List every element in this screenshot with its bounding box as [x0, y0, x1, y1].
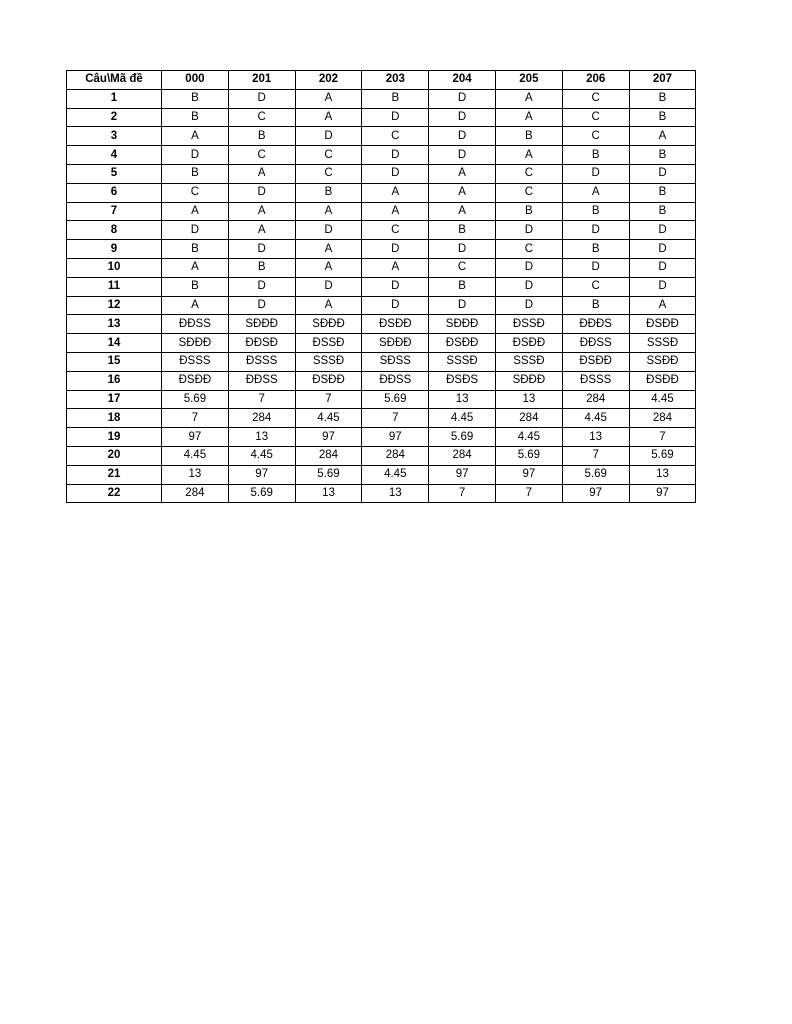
answer-cell: A	[295, 258, 362, 277]
answer-cell: 97	[429, 465, 496, 484]
question-number-cell: 11	[67, 277, 162, 296]
answer-cell: D	[362, 108, 429, 127]
answer-cell: D	[362, 277, 429, 296]
answer-cell: B	[629, 202, 696, 221]
answer-cell: 97	[629, 484, 696, 503]
answer-cell: 13	[495, 390, 562, 409]
question-number-cell: 7	[67, 202, 162, 221]
column-header-exam-code: 201	[228, 71, 295, 90]
answer-cell: B	[629, 183, 696, 202]
column-header-exam-code: 204	[429, 71, 496, 90]
answer-cell: D	[228, 296, 295, 315]
answer-cell: SĐĐĐ	[495, 371, 562, 390]
answer-cell: B	[228, 258, 295, 277]
answer-cell: 5.69	[228, 484, 295, 503]
answer-cell: 97	[228, 465, 295, 484]
answer-cell: A	[429, 164, 496, 183]
answer-cell: B	[495, 202, 562, 221]
answer-cell: ĐĐĐS	[562, 315, 629, 334]
table-row	[67, 164, 696, 183]
answer-cell: 7	[629, 428, 696, 447]
answer-cell: 284	[362, 446, 429, 465]
answer-cell: C	[295, 146, 362, 165]
answer-cell: 13	[562, 428, 629, 447]
answer-cell: 97	[362, 428, 429, 447]
answer-cell: A	[228, 164, 295, 183]
table-row	[67, 277, 696, 296]
question-number-cell: 6	[67, 183, 162, 202]
answer-cell: 284	[295, 446, 362, 465]
answer-cell: SSSĐ	[629, 334, 696, 353]
answer-cell: B	[162, 240, 229, 259]
question-number-cell: 3	[67, 127, 162, 146]
answer-cell: 4.45	[362, 465, 429, 484]
answer-cell: D	[362, 164, 429, 183]
table-row	[67, 352, 696, 371]
answer-cell: C	[362, 221, 429, 240]
answer-cell: 5.69	[629, 446, 696, 465]
answer-cell: C	[562, 277, 629, 296]
answer-cell: A	[495, 89, 562, 108]
answer-cell: D	[162, 146, 229, 165]
answer-cell: D	[295, 127, 362, 146]
answer-cell: C	[295, 164, 362, 183]
table-row	[67, 202, 696, 221]
answer-cell: A	[629, 127, 696, 146]
column-header-exam-code: 205	[495, 71, 562, 90]
answer-cell: 13	[429, 390, 496, 409]
answer-cell: A	[429, 183, 496, 202]
answer-cell: 5.69	[429, 428, 496, 447]
answer-cell: D	[495, 221, 562, 240]
answer-cell: B	[629, 108, 696, 127]
answer-cell: 13	[295, 484, 362, 503]
table-row	[67, 334, 696, 353]
answer-cell: D	[429, 89, 496, 108]
table-row	[67, 221, 696, 240]
answer-cell: B	[562, 202, 629, 221]
answer-cell: ĐSĐĐ	[295, 371, 362, 390]
answer-key-table	[66, 70, 696, 503]
question-number-cell: 18	[67, 409, 162, 428]
question-number-cell: 9	[67, 240, 162, 259]
answer-cell: C	[495, 183, 562, 202]
answer-cell: ĐSĐS	[429, 371, 496, 390]
answer-cell: D	[629, 164, 696, 183]
answer-cell: B	[429, 277, 496, 296]
answer-cell: D	[162, 221, 229, 240]
answer-cell: C	[362, 127, 429, 146]
answer-cell: B	[562, 146, 629, 165]
question-number-cell: 15	[67, 352, 162, 371]
answer-cell: ĐSĐĐ	[562, 352, 629, 371]
answer-cell: SĐĐĐ	[362, 334, 429, 353]
question-number-cell: 12	[67, 296, 162, 315]
question-number-cell: 16	[67, 371, 162, 390]
column-header-exam-code: 207	[629, 71, 696, 90]
answer-cell: ĐSSS	[562, 371, 629, 390]
answer-cell: D	[429, 240, 496, 259]
answer-cell: 97	[295, 428, 362, 447]
answer-cell: A	[362, 258, 429, 277]
answer-cell: B	[495, 127, 562, 146]
answer-cell: 284	[429, 446, 496, 465]
table-row	[67, 409, 696, 428]
answer-cell: A	[162, 296, 229, 315]
table-row	[67, 258, 696, 277]
answer-cell: SĐĐĐ	[228, 315, 295, 334]
answer-cell: B	[562, 240, 629, 259]
answer-cell: ĐSSS	[162, 352, 229, 371]
answer-cell: ĐSSS	[228, 352, 295, 371]
question-number-cell: 22	[67, 484, 162, 503]
answer-cell: A	[295, 240, 362, 259]
answer-cell: 97	[562, 484, 629, 503]
answer-cell: ĐĐSS	[228, 371, 295, 390]
question-number-cell: 10	[67, 258, 162, 277]
column-header-exam-code: 206	[562, 71, 629, 90]
question-number-cell: 13	[67, 315, 162, 334]
table-row	[67, 390, 696, 409]
answer-cell: D	[228, 277, 295, 296]
answer-cell: 7	[295, 390, 362, 409]
answer-cell: C	[228, 108, 295, 127]
column-header-exam-code: 203	[362, 71, 429, 90]
answer-cell: ĐĐSS	[362, 371, 429, 390]
question-number-cell: 14	[67, 334, 162, 353]
answer-cell: 4.45	[429, 409, 496, 428]
answer-cell: 5.69	[295, 465, 362, 484]
answer-cell: 13	[629, 465, 696, 484]
answer-cell: SĐĐĐ	[162, 334, 229, 353]
table-header-row	[67, 71, 696, 90]
answer-cell: A	[162, 258, 229, 277]
answer-cell: A	[162, 202, 229, 221]
answer-cell: D	[295, 221, 362, 240]
table-row	[67, 428, 696, 447]
answer-cell: SĐĐĐ	[429, 315, 496, 334]
answer-cell: D	[562, 258, 629, 277]
answer-cell: ĐĐSĐ	[228, 334, 295, 353]
answer-cell: 7	[362, 409, 429, 428]
answer-cell: SSSĐ	[295, 352, 362, 371]
answer-cell: A	[295, 296, 362, 315]
answer-cell: ĐSĐĐ	[629, 315, 696, 334]
table-row	[67, 89, 696, 108]
answer-cell: SSSĐ	[429, 352, 496, 371]
answer-cell: 97	[495, 465, 562, 484]
answer-cell: B	[162, 277, 229, 296]
table-row	[67, 296, 696, 315]
answer-cell: D	[429, 108, 496, 127]
answer-cell: 5.69	[495, 446, 562, 465]
answer-cell: D	[362, 296, 429, 315]
answer-cell: D	[429, 127, 496, 146]
answer-cell: C	[429, 258, 496, 277]
answer-cell: 7	[495, 484, 562, 503]
question-number-cell: 17	[67, 390, 162, 409]
answer-cell: 7	[562, 446, 629, 465]
answer-cell: 5.69	[162, 390, 229, 409]
answer-cell: B	[162, 108, 229, 127]
answer-cell: C	[495, 164, 562, 183]
answer-cell: ĐSĐĐ	[162, 371, 229, 390]
answer-cell: B	[629, 146, 696, 165]
answer-cell: 7	[228, 390, 295, 409]
answer-cell: ĐSSĐ	[495, 315, 562, 334]
answer-cell: 13	[162, 465, 229, 484]
answer-cell: D	[629, 258, 696, 277]
table-row	[67, 315, 696, 334]
answer-cell: B	[295, 183, 362, 202]
answer-cell: ĐĐSS	[562, 334, 629, 353]
answer-cell: A	[429, 202, 496, 221]
answer-cell: 284	[228, 409, 295, 428]
table-row	[67, 484, 696, 503]
answer-cell: SĐSS	[362, 352, 429, 371]
answer-cell: B	[629, 89, 696, 108]
answer-cell: D	[228, 240, 295, 259]
question-number-cell: 4	[67, 146, 162, 165]
answer-cell: 97	[162, 428, 229, 447]
question-number-cell: 21	[67, 465, 162, 484]
answer-cell: SSĐĐ	[629, 352, 696, 371]
answer-cell: C	[228, 146, 295, 165]
answer-cell: 284	[162, 484, 229, 503]
answer-cell: 5.69	[362, 390, 429, 409]
answer-cell: D	[495, 296, 562, 315]
answer-cell: 284	[495, 409, 562, 428]
answer-cell: D	[629, 221, 696, 240]
answer-cell: B	[429, 221, 496, 240]
answer-cell: D	[362, 240, 429, 259]
answer-cell: 4.45	[228, 446, 295, 465]
answer-cell: 4.45	[295, 409, 362, 428]
answer-cell: D	[495, 258, 562, 277]
answer-cell: D	[228, 183, 295, 202]
column-header-exam-code: 202	[295, 71, 362, 90]
answer-cell: B	[228, 127, 295, 146]
table-row	[67, 446, 696, 465]
question-number-cell: 20	[67, 446, 162, 465]
answer-cell: 13	[228, 428, 295, 447]
answer-cell: SĐĐĐ	[295, 315, 362, 334]
answer-cell: B	[362, 89, 429, 108]
answer-cell: ĐSĐĐ	[629, 371, 696, 390]
question-number-cell: 1	[67, 89, 162, 108]
table-row	[67, 371, 696, 390]
answer-cell: ĐSĐĐ	[429, 334, 496, 353]
answer-cell: 4.45	[162, 446, 229, 465]
answer-cell: A	[562, 183, 629, 202]
answer-cell: ĐSĐĐ	[362, 315, 429, 334]
table-row	[67, 146, 696, 165]
answer-cell: D	[629, 277, 696, 296]
answer-cell: C	[562, 89, 629, 108]
question-number-cell: 8	[67, 221, 162, 240]
answer-cell: 7	[162, 409, 229, 428]
answer-cell: A	[495, 146, 562, 165]
answer-cell: C	[562, 108, 629, 127]
answer-cell: C	[162, 183, 229, 202]
answer-cell: 4.45	[629, 390, 696, 409]
answer-cell: D	[429, 296, 496, 315]
answer-cell: ĐSĐĐ	[495, 334, 562, 353]
answer-cell: A	[228, 221, 295, 240]
table-row	[67, 108, 696, 127]
answer-cell: D	[562, 164, 629, 183]
answer-cell: A	[162, 127, 229, 146]
question-number-cell: 2	[67, 108, 162, 127]
answer-cell: A	[629, 296, 696, 315]
column-header-question: Câu\Mã đề	[67, 71, 162, 90]
answer-cell: B	[562, 296, 629, 315]
answer-cell: D	[495, 277, 562, 296]
answer-cell: 4.45	[495, 428, 562, 447]
answer-cell: D	[429, 146, 496, 165]
answer-cell: ĐĐSS	[162, 315, 229, 334]
answer-cell: ĐSSĐ	[295, 334, 362, 353]
column-header-exam-code: 000	[162, 71, 229, 90]
answer-cell: 4.45	[562, 409, 629, 428]
table-row	[67, 240, 696, 259]
answer-cell: 284	[629, 409, 696, 428]
table-row	[67, 465, 696, 484]
answer-cell: 7	[429, 484, 496, 503]
answer-cell: C	[562, 127, 629, 146]
answer-cell: C	[495, 240, 562, 259]
answer-cell: A	[228, 202, 295, 221]
answer-cell: A	[362, 202, 429, 221]
answer-cell: A	[495, 108, 562, 127]
answer-cell: B	[162, 89, 229, 108]
answer-cell: 5.69	[562, 465, 629, 484]
answer-cell: SSSĐ	[495, 352, 562, 371]
answer-cell: 284	[562, 390, 629, 409]
question-number-cell: 19	[67, 428, 162, 447]
answer-cell: D	[562, 221, 629, 240]
answer-cell: A	[295, 202, 362, 221]
answer-cell: B	[162, 164, 229, 183]
question-number-cell: 5	[67, 164, 162, 183]
answer-cell: D	[629, 240, 696, 259]
answer-cell: 13	[362, 484, 429, 503]
answer-cell: D	[295, 277, 362, 296]
answer-cell: A	[295, 108, 362, 127]
answer-cell: D	[362, 146, 429, 165]
table-row	[67, 183, 696, 202]
answer-cell: A	[295, 89, 362, 108]
answer-cell: A	[362, 183, 429, 202]
answer-cell: D	[228, 89, 295, 108]
table-row	[67, 127, 696, 146]
